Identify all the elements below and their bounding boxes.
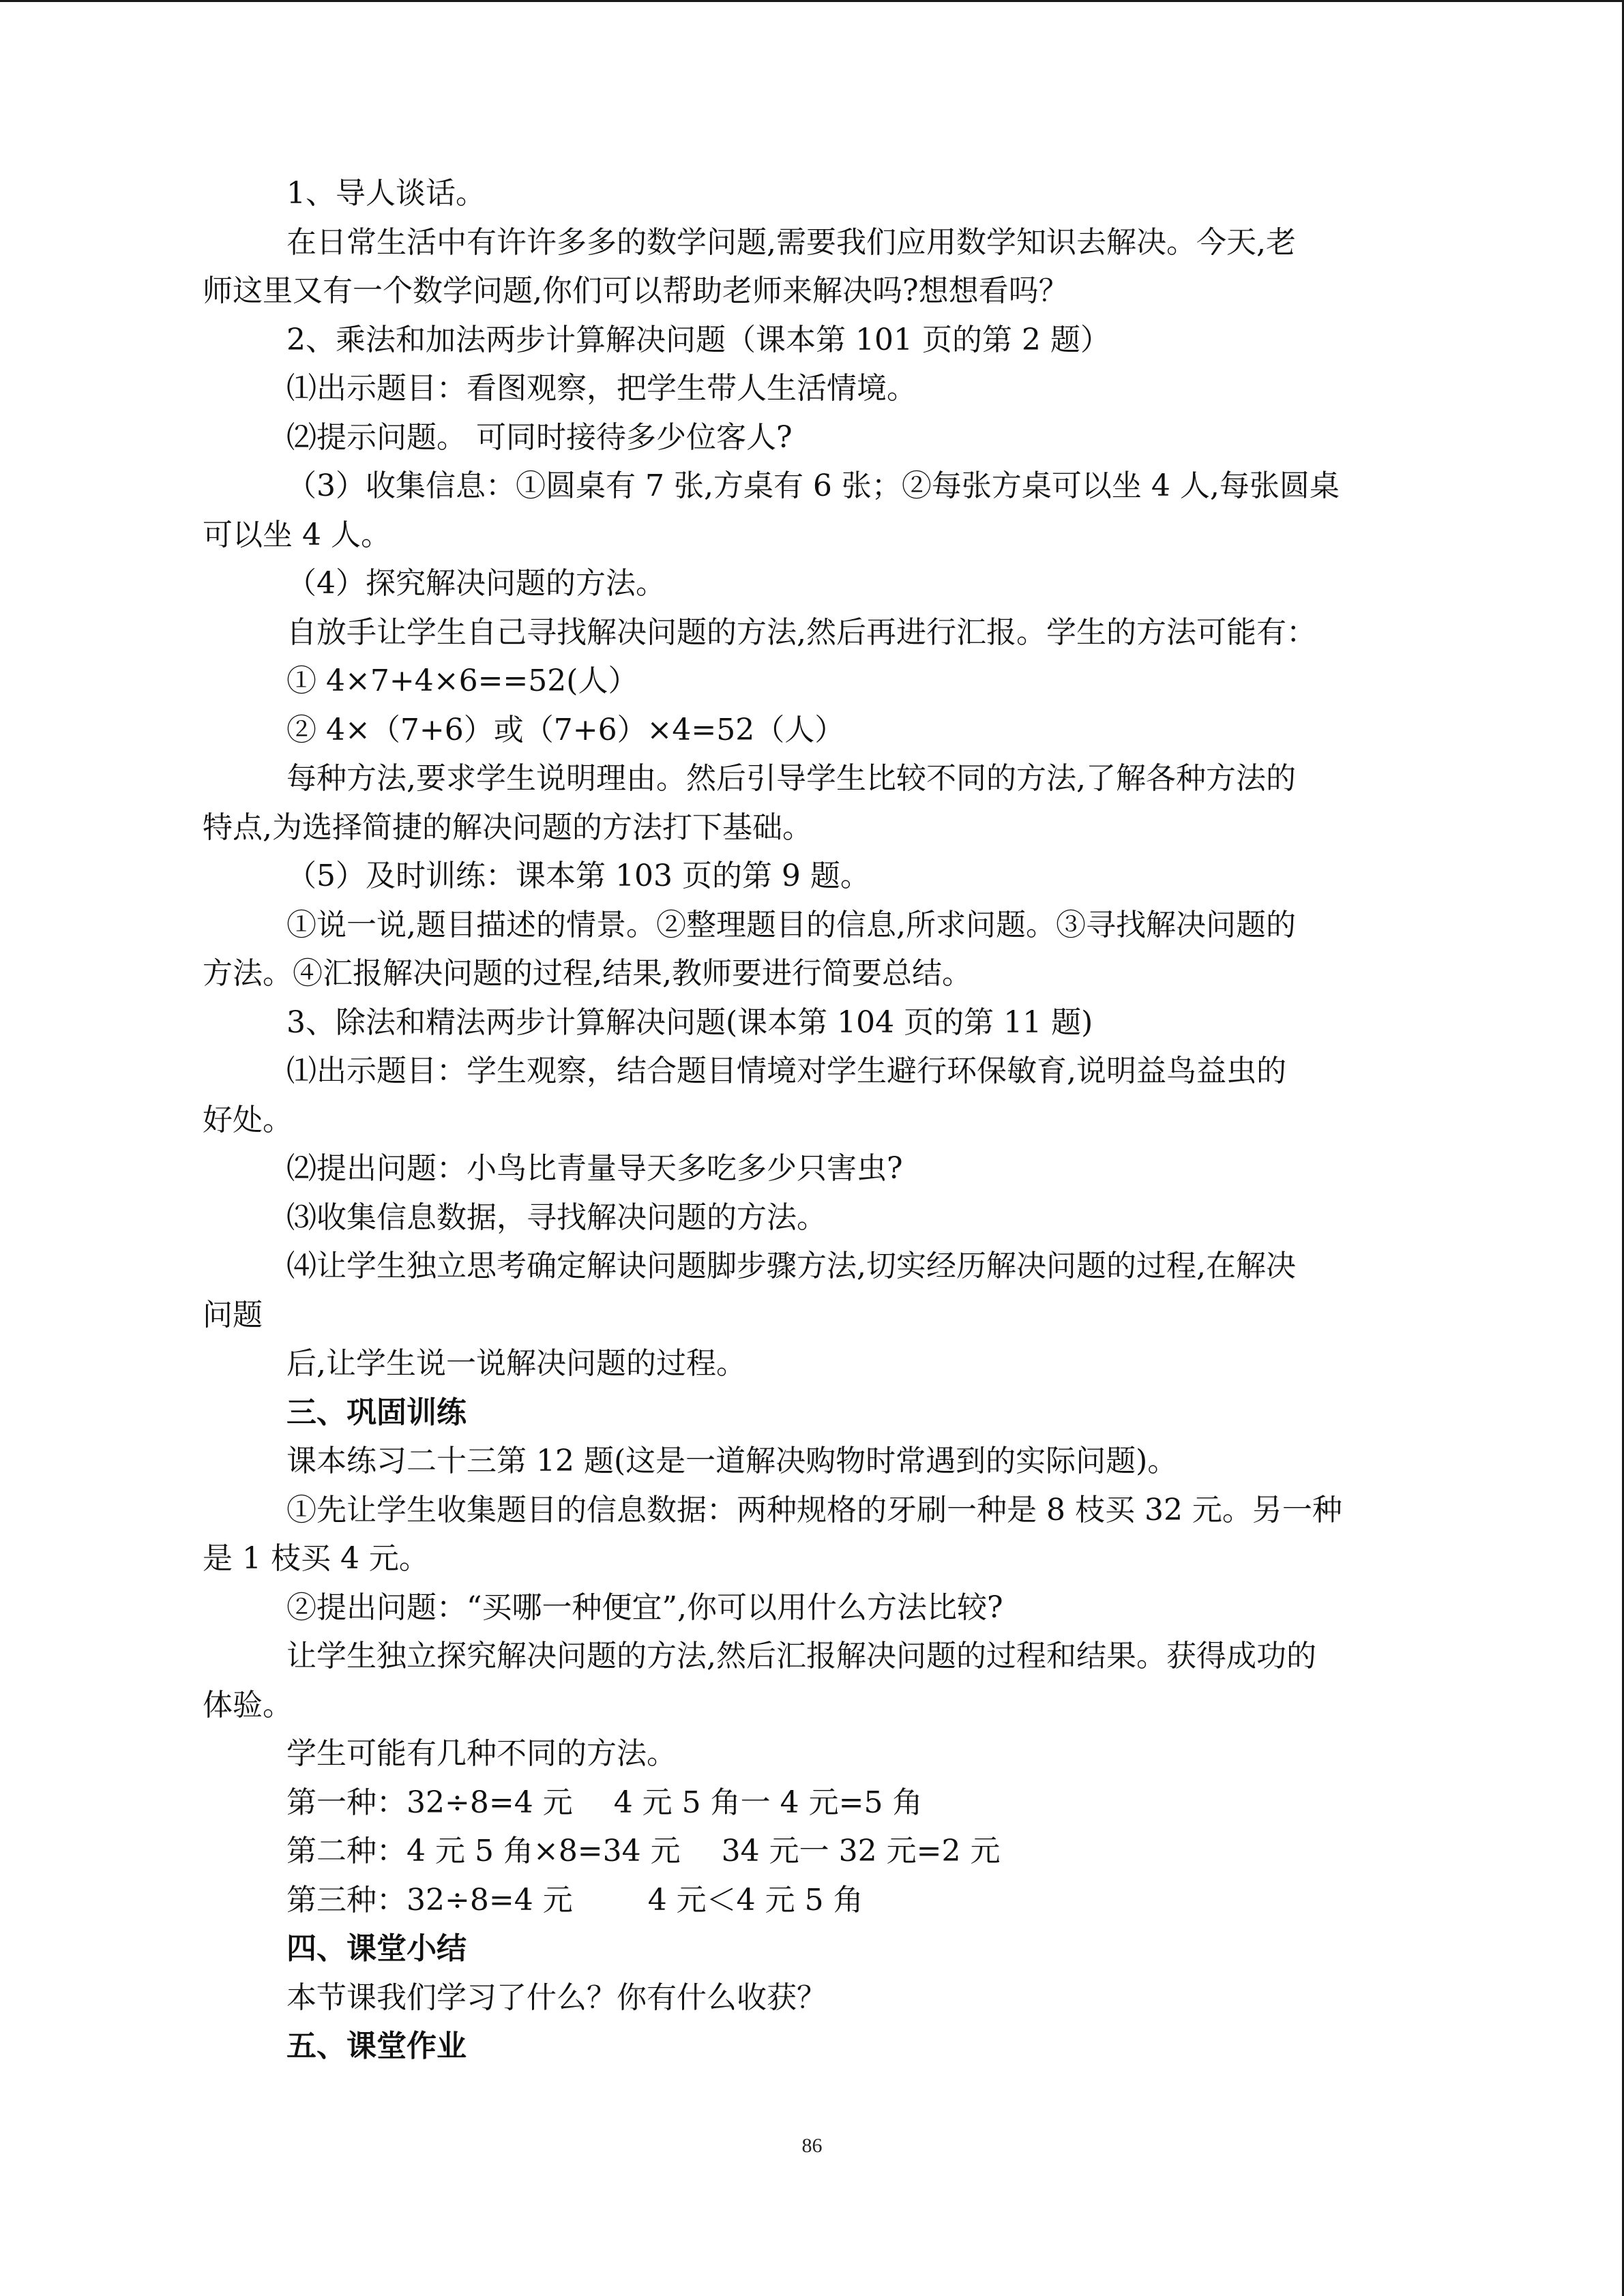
method-line <box>203 1778 1417 1828</box>
document-body <box>203 169 1417 2071</box>
text-line: ⑵提示问题。 可同时接待多少位客人? <box>286 419 793 455</box>
text-line: 课本练习二十三第 12 题(这是一道解决购物时常遇到的实际问题)。 <box>286 1444 1178 1478</box>
text-line: 特点,为选择简捷的解决问题的方法打下基础。 <box>203 809 812 845</box>
text-line: ②提出问题：“买哪一种便宜”,你可以用什么方法比较? <box>286 1590 1003 1625</box>
method-label: 第二种： <box>286 1834 407 1868</box>
text-line: （4）探究解决问题的方法。 <box>286 566 666 601</box>
text-line: ①先让学生收集题目的信息数据：两种规格的牙刷一种是 8 枝买 32 元。另一种 <box>286 1492 1342 1527</box>
text-line: 方法。④汇报解决问题的过程,结果,教师要进行简要总结。 <box>203 956 972 991</box>
text-line: 3、除法和精法两步计算解决问题(课本第 104 页的第 11 题) <box>286 1004 1093 1040</box>
method-step-a: 4 元 5 角×8=34 元 <box>407 1834 681 1868</box>
text-line: 1、导人谈话。 <box>286 176 486 211</box>
text-line: 每种方法,要求学生说明理由。然后引导学生比较不同的方法,了解各种方法的 <box>286 761 1296 796</box>
text-line: ⑶收集信息数据，寻找解决问题的方法。 <box>286 1199 827 1235</box>
text-line: ⑷让学生独立思考确定解诀问题脚步骤方法,切实经历解决问题的过程,在解决 <box>286 1249 1296 1283</box>
text-line: 师这里又有一个数学问题,你们可以帮助老师来解决吗?想想看吗？ <box>203 273 1069 308</box>
method-label: 第一种： <box>286 1785 407 1820</box>
text-line: ① 4×7+4×6==52(人） <box>286 664 638 698</box>
method-step-b: 4 元＜4 元 5 角 <box>647 1882 863 1918</box>
text-line: 是 1 枝买 4 元。 <box>203 1541 429 1576</box>
text-line: ⑴出示题目：学生观察，结合题目情境对学生避行环保敏育,说明益鸟益虫的 <box>286 1054 1286 1088</box>
method-line <box>203 1876 1417 1925</box>
text-line: 2、乘法和加法两步计算解决问题（课本第 101 页的第 2 题） <box>286 322 1110 357</box>
text-line: 问题 <box>203 1297 263 1332</box>
method-step-b: 34 元一 32 元=2 元 <box>721 1834 1001 1868</box>
text-line: 本节课我们学习了什么？你有什么收获？ <box>286 1980 827 2015</box>
section-heading: 四、课堂小结 <box>286 1931 467 1966</box>
top-border-line <box>0 0 1624 2</box>
text-line: ② 4×（7+6）或（7+6）×4=52（人） <box>286 712 845 747</box>
method-step-a: 32÷8=4 元 <box>407 1882 573 1918</box>
text-line: 后,让学生说一说解决问题的过程。 <box>286 1346 746 1381</box>
section-tail <box>203 1924 1417 2071</box>
text-line: 可以坐 4 人。 <box>203 517 391 552</box>
text-line: ⑵提出问题：小鸟比青量导天多吃多少只害虫? <box>286 1151 903 1186</box>
text-line: 自放手让学生自己寻找解决问题的方法,然后再进行汇报。学生的方法可能有： <box>286 614 1316 650</box>
text-line: 让学生独立探究解决问题的方法,然后汇报解决问题的过程和结果。获得成功的 <box>286 1639 1316 1673</box>
page-number: 86 <box>801 2134 823 2157</box>
section-heading: 五、课堂作业 <box>286 2029 467 2063</box>
method-label: 第三种： <box>286 1882 407 1918</box>
text-line: 好处。 <box>203 1102 293 1137</box>
text-line: ⑴出示题目：看图观察，把学生带人生活情境。 <box>286 371 917 406</box>
method-step-a: 32÷8=4 元 <box>407 1785 573 1820</box>
method-step-b: 4 元 5 角一 4 元=5 角 <box>613 1785 923 1820</box>
method-list <box>203 1778 1417 1925</box>
method-line <box>203 1827 1417 1876</box>
text-line: （3）收集信息：①圆桌有 7 张,方桌有 6 张；②每张方桌可以坐 4 人,每张圆桌 <box>286 468 1340 503</box>
paragraph-lines <box>203 169 1417 1778</box>
text-line: ①说一说,题目描述的情景。②整理题目的信息,所求问题。③寻找解决问题的 <box>286 907 1296 942</box>
text-line: （5）及时训练：课本第 103 页的第 9 题。 <box>286 859 870 893</box>
text-line: 在日常生活中有许许多多的数学问题,需要我们应用数学知识去解决。今天,老 <box>286 224 1296 260</box>
text-line: 体验。 <box>203 1687 293 1723</box>
text-line: 学生可能有几种不同的方法。 <box>286 1736 677 1771</box>
section-heading: 三、巩固训练 <box>286 1395 467 1430</box>
